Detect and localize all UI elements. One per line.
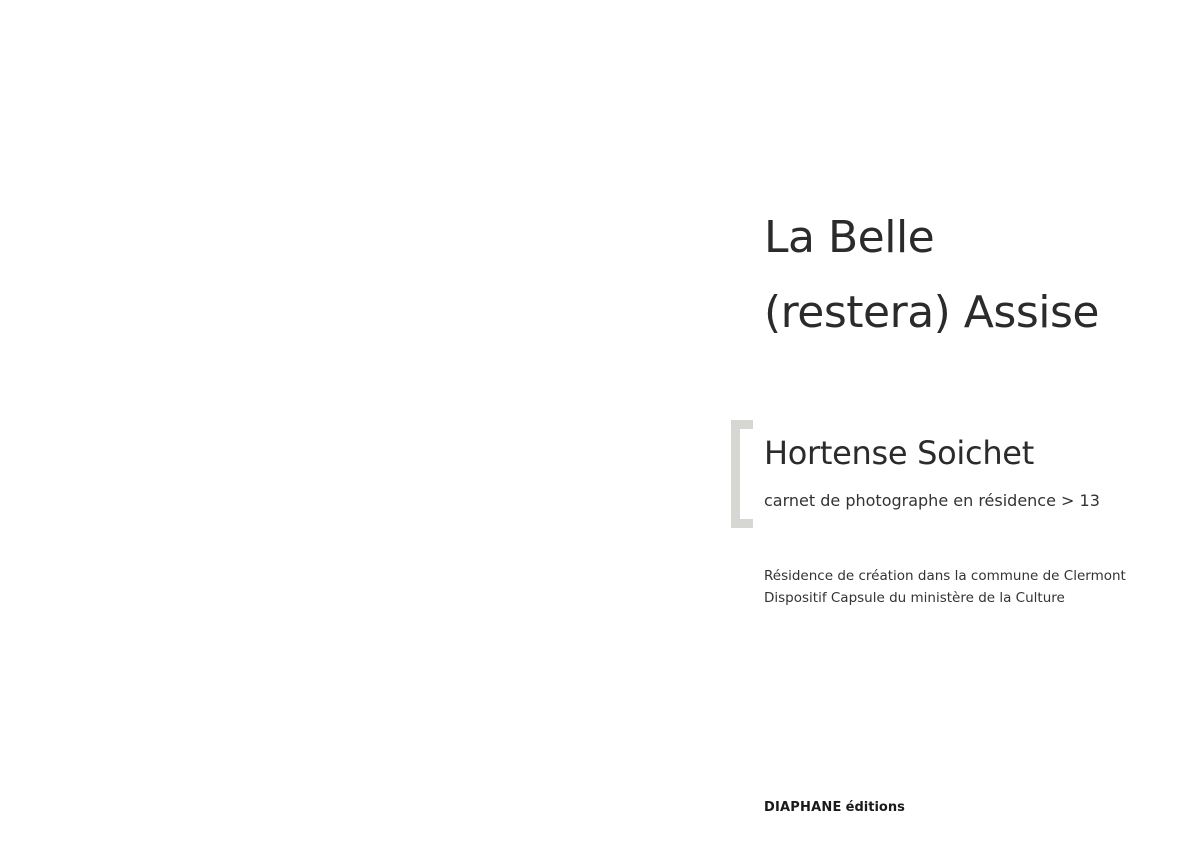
bracket-bottom-bar — [731, 519, 753, 528]
author-name: Hortense Soichet — [764, 434, 1034, 472]
title-line-1: La Belle — [764, 212, 935, 263]
residence-line-1: Résidence de création dans la commune de Clermont — [764, 568, 1126, 584]
series-subtitle: carnet de photographe en résidence > 13 — [764, 491, 1100, 510]
title-page — [600, 0, 1200, 845]
residence-info — [764, 565, 1126, 609]
bracket-top-bar — [731, 420, 753, 429]
bracket-ornament — [731, 420, 753, 528]
bracket-vertical-bar — [731, 420, 740, 528]
residence-line-2: Dispositif Capsule du ministère de la Culture — [764, 590, 1065, 606]
title-line-2: (restera) Assise — [764, 287, 1099, 338]
publisher-imprint — [764, 801, 905, 814]
publisher-suffix: éditions — [845, 800, 905, 815]
publisher-name: DIAPHANE — [764, 800, 842, 815]
